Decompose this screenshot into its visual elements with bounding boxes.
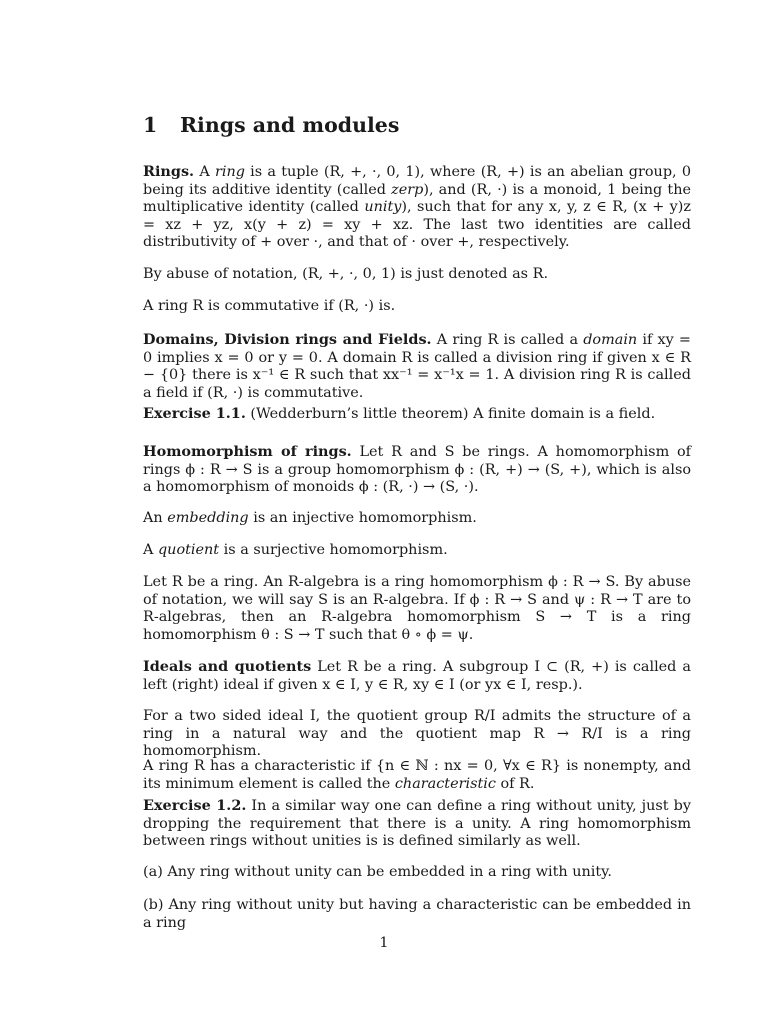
- text-run: A: [143, 542, 158, 558]
- paragraph-two-sided-ideal: For a two sided ideal I, the quotient group R/I admits the structure of a ring in a natural way and the quotient map R → R/I is a ring homomorphism.: [143, 708, 691, 760]
- exercise-1-1: [143, 405, 691, 424]
- term-embedding: embedding: [167, 510, 249, 526]
- section-number: 1: [143, 113, 158, 137]
- text-run: is a surjective homomorphism.: [219, 542, 448, 558]
- paragraph-commutative: A ring R is commutative if (R, ·) is.: [143, 298, 396, 314]
- paragraph-rings: [143, 163, 691, 252]
- text-run: Let R and S be rings. A homomorphism of rings ϕ : R → S is a group homomorphism ϕ : (R, +) → (S, +), which is also a homomorphism of monoids ϕ : (R, ·) → (S, ·).: [143, 444, 691, 496]
- paragraph-domains: [143, 331, 691, 402]
- text-run: is an injective homomorphism.: [248, 510, 477, 526]
- term-unity: unity: [364, 199, 402, 216]
- paragraph-abuse-notation: By abuse of notation, (R, +, ·, 0, 1) is just denoted as R.: [143, 266, 549, 282]
- text-run: A ring R is called a: [431, 332, 584, 348]
- text-run: A: [194, 164, 215, 180]
- paragraph-heading-rings: Rings.: [143, 163, 195, 180]
- paragraph-heading-homomorphism: Homomorphism of rings.: [143, 443, 352, 460]
- section-title: Rings and modules: [180, 113, 400, 137]
- text-run: An: [143, 510, 168, 526]
- exercise-item-a: (a) Any ring without unity can be embedded in a ring with unity.: [143, 864, 612, 880]
- term-ring: ring: [214, 164, 245, 180]
- text-run: if xy = 0 implies x = 0 or y = 0. A domain R is called a division ring if given x ∈ R − {0} there is x⁻¹ ∈ R such that xx⁻¹ = x⁻¹x = 1. A division ring R is called a field if (R, ·) is commutative.: [143, 332, 691, 401]
- section-heading: [143, 113, 399, 137]
- term-characteristic: characteristic: [394, 775, 496, 792]
- term-domain: domain: [583, 332, 638, 348]
- text-run: ), such that for any x, y, z ∈ R, (x + y)z = xz + yz, x(y + z) = xy + xz. The last two identities are called distributivity of + over ·, and that of · over +, respectively.: [143, 199, 691, 251]
- text-run: Let R be a ring. A subgroup I ⊂ (R, +) is called a left (right) ideal if given x ∈ I, y ∈ R, xy ∈ I (or yx ∈ I, resp.).: [143, 659, 691, 693]
- paragraph-quotient: [143, 542, 691, 560]
- exercise-item-b: (b) Any ring without unity but having a characteristic can be embedded in a ring: [143, 897, 691, 931]
- paragraph-characteristic: [143, 758, 691, 793]
- term-quotient: quotient: [157, 542, 220, 558]
- paragraph-embedding: [143, 510, 691, 528]
- paragraph-algebra: Let R be a ring. An R-algebra is a ring homomorphism ϕ : R → S. By abuse of notation, we will say S is an R-algebra. If ϕ : R → S and ψ : R → T are to R-algebras, then an R-algebra homomorphism S → T is a ring homomorphism θ : S → T such that θ ∘ ϕ = ψ.: [143, 574, 691, 643]
- paragraph-ideals: [143, 658, 691, 694]
- term-zerp: zerp: [391, 181, 424, 198]
- text-run: (Wedderburn’s little theorem) A finite domain is a field.: [245, 406, 656, 422]
- exercise-1-2: [143, 797, 691, 851]
- text-run: ), and (R, ·) is a monoid, 1 being the multiplicative identity (called: [143, 181, 691, 216]
- text-run: is a tuple (R, +, ·, 0, 1), where (R, +) is an abelian group, 0 being its additive identity (called: [143, 164, 692, 198]
- text-run: of R.: [495, 775, 535, 792]
- page-number: 1: [379, 935, 389, 951]
- exercise-label: Exercise 1.2.: [143, 797, 247, 814]
- paragraph-heading-domains: Domains, Division rings and Fields.: [143, 331, 432, 348]
- exercise-label: Exercise 1.1.: [143, 405, 246, 422]
- paragraph-homomorphism: [143, 443, 691, 497]
- text-run: In a similar way one can define a ring without unity, just by dropping the requirement that there is a unity. A ring homomorphism between rings without unities is is defined similarly as well.: [143, 798, 691, 850]
- paragraph-heading-ideals: Ideals and quotients: [143, 658, 312, 675]
- text-run: A ring R has a characteristic if {n ∈ ℕ : nx = 0, ∀x ∈ R} is nonempty, and its minimum element is called the: [143, 758, 691, 792]
